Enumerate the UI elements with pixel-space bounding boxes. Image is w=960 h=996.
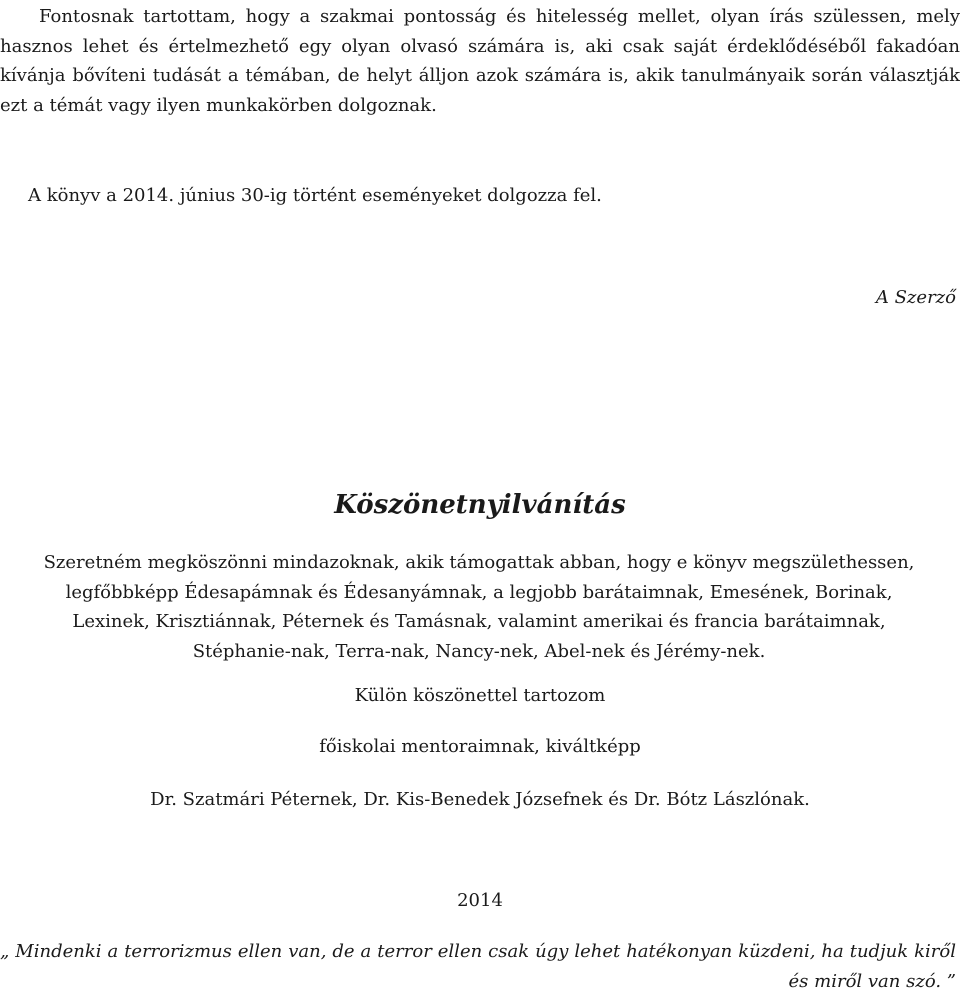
mentors-line: főiskolai mentoraimnak, kiváltképp: [319, 736, 641, 757]
year-line: 2014: [457, 890, 503, 911]
author-signature: A Szerző: [875, 287, 956, 308]
intro-paragraph: [0, 2, 960, 120]
acknowledgements-paragraph: Szeretném megköszönni mindazoknak, akik támogattak abban, hogy e könyv megszülethessen, legfőbbképp Édesapámnak és Édesanyámnak, a legjobb barátaimnak, Emesének, Borinak, Lexinek, Krisztiánnak, Péternek és Tamásnak, valamint amerikai és francia barátaimnak, Stéphanie-nak, Terra-nak, Nancy-nek, Abel-nek és Jérémy-nek.: [43, 552, 915, 662]
coverage-note: A könyv a 2014. június 30-ig történt eseményeket dolgozza fel.: [28, 185, 602, 206]
intro-paragraph-text: Fontosnak tartottam, hogy a szakmai pontosság és hitelesség mellet, olyan írás szülessen, mely hasznos lehet és értelmezhető egy olyan olvasó számára is, aki csak saját érdeklődéséből fakadóan kívánja bővíteni tudását a témában, de helyt álljon azok számára is, akik tanulmányaik során választják ezt a témát vagy ilyen munkakörben dolgoznak.: [0, 6, 960, 116]
motto-quote: „ Mindenki a terrorizmus ellen van, de a terror ellen csak úgy lehet hatékonyan küzdeni, ha tudjuk kiről és miről van szó. ”: [0, 941, 956, 992]
mentor-names-line: Dr. Szatmári Péternek, Dr. Kis-Benedek Józsefnek és Dr. Bótz Lászlónak.: [150, 789, 810, 810]
special-thanks-line: Külön köszönettel tartozom: [354, 685, 606, 706]
acknowledgements-heading: Köszönetnyilvánítás: [334, 490, 626, 520]
